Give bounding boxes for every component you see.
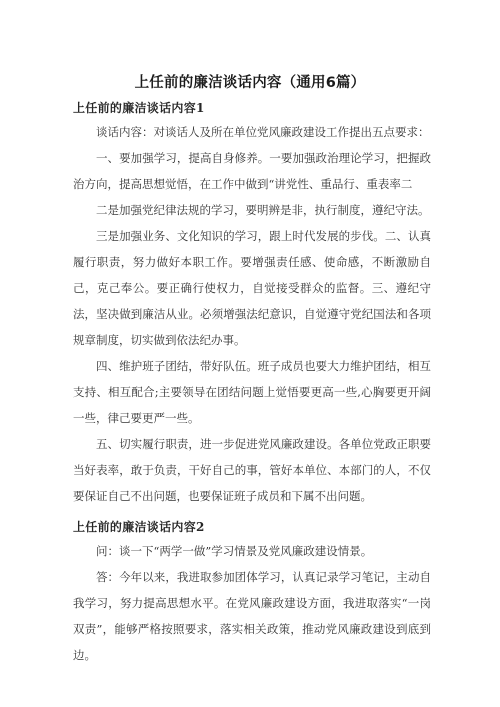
section-1-paragraph-3: 二是加强党纪律法规的学习，要明辨是非，执行制度，遵纪守法。 <box>96 203 430 217</box>
section-1-paragraph-4: 三是加强业务、文化知识的学习，跟上时代发展的步伐。二、认真履行职责，努力做好本职工作。要增强责任感、使命感，不断激励自己，克己奉公。要正确行使权力，自觉接受群众的监督。三、遵纪守法，坚决做到廉洁从业。必须增强法纪意识，自觉遵守党纪国法和各项规章制度，切实做到依法纪办事。 <box>73 229 431 347</box>
section-1-paragraph-5: 四、维护班子团结，带好队伍。班子成员也要大力维护团结，相互支持、相互配合;主要领导在团结问题上觉悟要更高一些,心胸要更开阔一些，律己要更严一些。 <box>73 359 431 425</box>
section-2-paragraph-2: 答：今年以来，我进取参加团体学习，认真记录学习笔记，主动自我学习，努力提高思想水平。在党风廉政建设方面，我进取落实“一岗双责”，能够严格按照要求，落实相关政策，推动党风廉政建设到底到边。 <box>73 570 431 662</box>
section-1-paragraph-6: 五、切实履行职责，进一步促进党风廉政建设。各单位党政正职要当好表率，敢于负责，干好自己的事，管好本单位、本部门的人，不仅要保证自己不出问题，也要保证班子成员和下属不出问题。 <box>73 437 431 503</box>
document-title: 上任前的廉洁谈话内容（通用6篇） <box>134 75 366 91</box>
section-2-heading: 上任前的廉洁谈话内容2 <box>73 520 205 534</box>
section-2-paragraph-1: 问：谈一下“两学一做”学习情景及党风廉政建设情景。 <box>96 544 373 558</box>
section-1-heading: 上任前的廉洁谈话内容1 <box>73 101 205 115</box>
section-1-paragraph-1: 谈话内容：对谈话人及所在单位党风廉政建设工作提出五点要求： <box>96 125 430 139</box>
section-1-paragraph-2: 一、要加强学习，提高自身修养。一要加强政治理论学习，把握政治方向，提高思想觉悟，在工作中做到“讲党性、重品行、重表率二 <box>73 151 431 191</box>
